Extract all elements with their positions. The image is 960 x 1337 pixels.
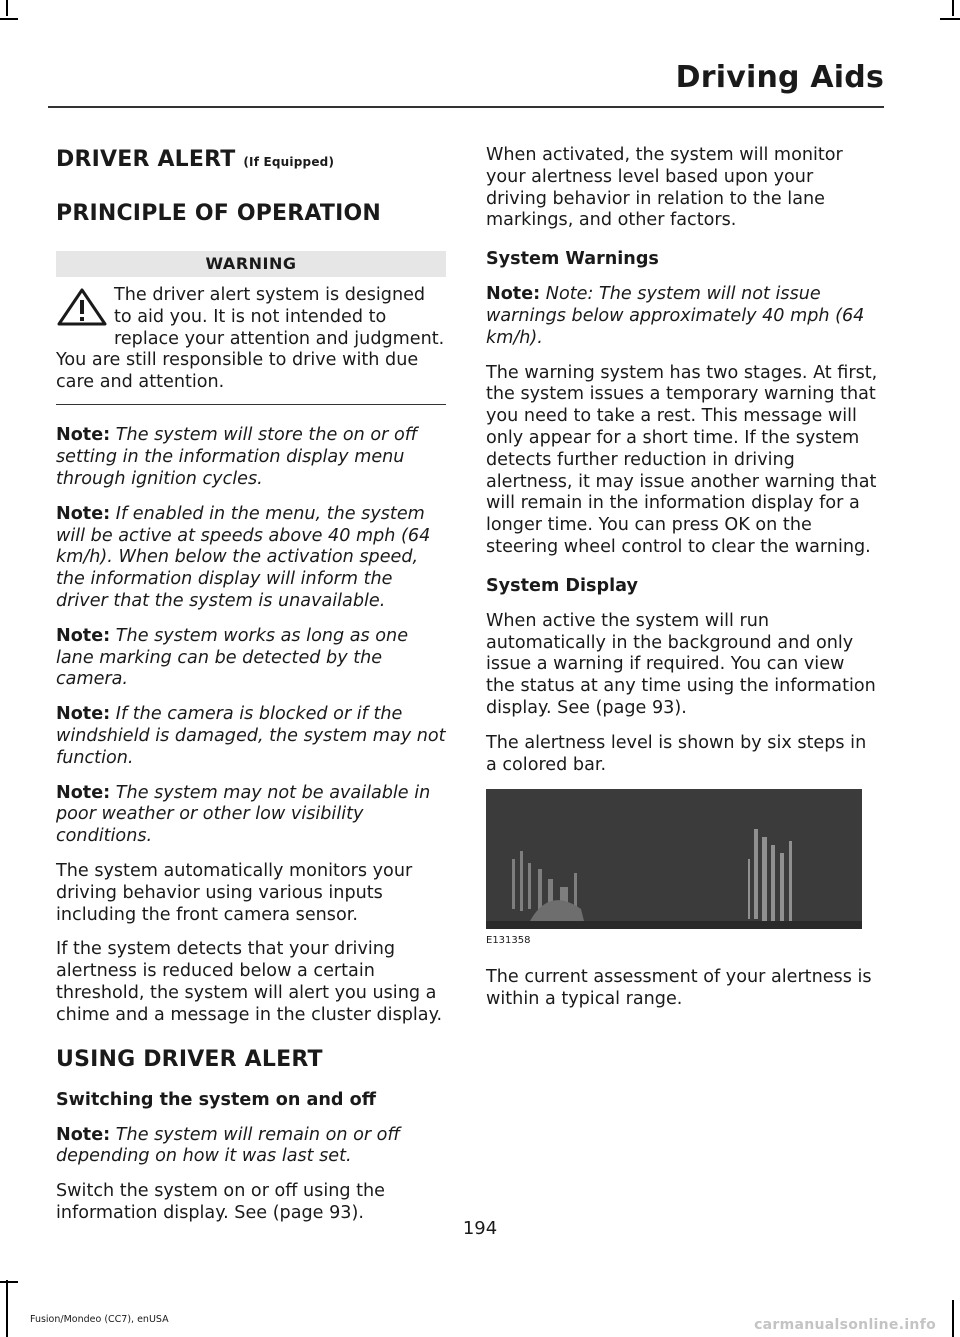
crop-mark [6,1280,8,1337]
paragraph: Switch the system on or off using the information display. See (page 93). [56,1181,385,1223]
section-title-suffix: (If Equipped) [243,155,335,169]
page-number: 194 [462,1218,498,1239]
using-heading: USING DRIVER ALERT [56,1046,323,1072]
paragraph: When activated, the system will monitor your alertness level based upon your driving behavior in relation to the lane markings, and other factors. [486,145,843,231]
principle-heading: PRINCIPLE OF OPERATION [56,201,382,226]
paragraph: The alertness level is shown by six steps in a colored bar. [486,732,867,775]
warning-box [56,251,446,405]
paragraph: If the system detects that your driving alertness is reduced below a certain threshold, the system will alert you using a chime and a message in the cluster display. [56,939,443,1025]
note: Note: The system works as long as one lane marking can be detected by the camera. [56,625,409,690]
alertness-illustration [486,789,862,929]
warning-divider [56,404,446,406]
watermark: carmanualsonline.info [754,1317,936,1333]
page-header [48,58,884,98]
warning-text: The driver alert system is designed to aid you. It is not intended to replace your attention and judgment. You are still responsible to drive with due care and attention. [56,285,445,393]
system-warnings-heading: System Warnings [486,249,659,270]
crop-mark [6,0,8,16]
section-title: DRIVER ALERT (If Equipped) [56,147,335,172]
paragraph: When active the system will run automatically in the background and only issue a warning if required. You can view the status at any time using the information display. See (page 93). [486,610,876,718]
left-column [56,145,446,1238]
header-divider [48,106,884,108]
footer-text: Fusion/Mondeo (CC7), enUSA [30,1314,169,1325]
warning-triangle-icon [56,287,108,327]
note: Note: The system may not be available in poor weather or other low visibility conditions. [56,782,431,847]
crop-mark [952,0,954,16]
note: Note: The system will store the on or off setting in the information display menu through ignition cycles. [56,425,418,490]
system-display-heading: System Display [486,575,638,596]
note: Note: If enabled in the menu, the system will be active at speeds above 40 mph (64 km/h). When below the activation speed, the information display will inform the driver that the system is unavailable. [56,503,431,612]
crop-mark [0,18,18,20]
right-column [486,145,878,1024]
page-title: Driving Aids [675,60,884,95]
note: Note: Note: The system will not issue warnings below approximately 40 mph (64 km/h). [486,284,865,348]
note: Note: If the camera is blocked or if the windshield is damaged, the system may not function. [56,704,446,768]
crop-mark [0,1281,18,1283]
crop-mark [952,1300,954,1337]
switch-heading: Switching the system on and off [56,1089,376,1110]
paragraph: The current assessment of your alertness is within a typical range. [486,967,872,1010]
alertness-bar-figure [486,789,862,929]
figure-code: E131358 [486,935,531,947]
paragraph: The warning system has two stages. At first, the system issues a temporary warning that you need to take a rest. This message will only appear for a short time. If the system detects further reduction in driving alertness, it may issue another warning that will remain in the information display for a longer time. You can press OK on the steering wheel control to clear the warning. [486,362,878,557]
crop-mark [940,18,960,20]
note: Note: The system will remain on or off depending on how it was last set. [56,1124,401,1167]
warning-title: WARNING [56,251,446,277]
paragraph: The system automatically monitors your driving behavior using various inputs including the front camera sensor. [56,861,413,925]
